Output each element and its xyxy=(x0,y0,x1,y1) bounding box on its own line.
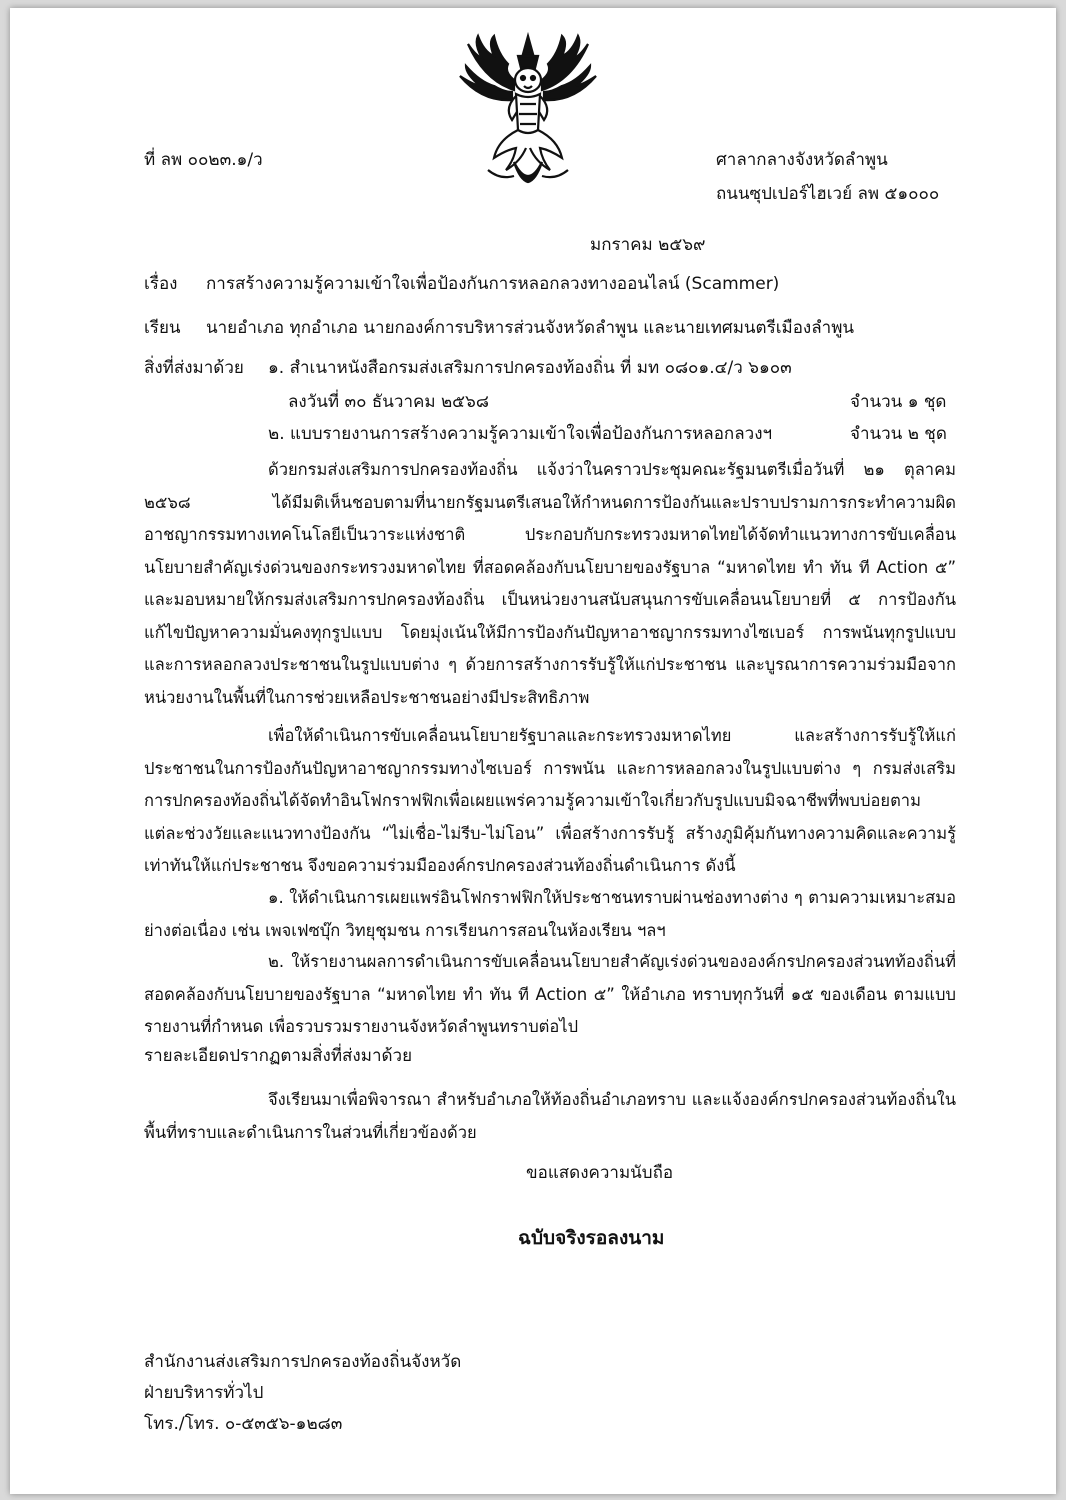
reference-number: ที่ ลพ ๐๐๒๓.๑/ว xyxy=(144,150,263,170)
closing-salutation: ขอแสดงความนับถือ xyxy=(526,1163,674,1183)
footer-phone: โทร./โทร. ๐-๕๓๕๖-๑๒๘๓ xyxy=(144,1414,343,1434)
enclosure-item-1: ๑. สำเนาหนังสือกรมส่งเสริมการปกครองท้องถิ่น ที่ มท ๐๘๐๑.๔/ว ๖๑๐๓ xyxy=(268,358,792,378)
recipient-label: เรียน xyxy=(144,318,181,338)
office-address: ถนนซุปเปอร์ไฮเวย์ ลพ ๕๑๐๐๐ xyxy=(716,184,940,204)
body-paragraph-1 xyxy=(144,454,956,714)
subject-label: เรื่อง xyxy=(144,274,178,294)
enclosure-label: สิ่งที่ส่งมาด้วย xyxy=(144,358,244,378)
body-paragraph-1-text: ด้วยกรมส่งเสริมการปกครองท้องถิ่น แจ้งว่าในคราวประชุมคณะรัฐมนตรีเมื่อวันที่ ๒๑ ตุลาคม ๒๕๖๘ ได้มีมติเห็นชอบตามที่นายกรัฐมนตรีเสนอให้กำหนดการป้องกันและปราบปรามการกระทำความผิดอาชญากรรมทางเทคโนโลยีเป็นวาระแห่งชาติ ประกอบกับกระทรวงมหาดไทยได้จัดทำแนวทางการขับเคลื่อนนโยบายสำคัญเร่งด่วนของกระทรวงมหาดไทย ที่สอดคล้องกับนโยบายของรัฐบาล “มหาดไทย ทำ ทัน ที Action ๕” และมอบหมายให้กรมส่งเสริมการปกครองท้องถิ่น เป็นหน่วยงานสนับสนุนการขับเคลื่อนนโยบายที่ ๕ การป้องกันแก้ไขปัญหาความมั่นคงทุกรูปแบบ โดยมุ่งเน้นให้มีการป้องกันปัญหาอาชญากรรมทางไซเบอร์ การพนันทุกรูปแบบและการหลอกลวงประชาชนในรูปแบบต่าง ๆ ด้วยการสร้างการรับรู้ให้แก่ประชาชน และบูรณาการความร่วมมือจากหน่วยงานในพื้นที่ในการช่วยเหลือประชาชนอย่างมีประสิทธิภาพ xyxy=(144,460,956,707)
detail-note: รายละเอียดปรากฏตามสิ่งที่ส่งมาด้วย xyxy=(144,1046,413,1066)
body-paragraph-2 xyxy=(144,720,956,883)
subject-text: การสร้างความรู้ความเข้าใจเพื่อป้องกันการหลอกลวงทางออนไลน์ (Scammer) xyxy=(206,274,780,294)
document-date: มกราคม ๒๕๖๙ xyxy=(590,235,706,255)
action-item-1-text: ๑. ให้ดำเนินการเผยแพร่อินโฟกราฟฟิกให้ประชาชนทราบผ่านช่องทางต่าง ๆ ตามความเหมาะสมอย่างต่อเนื่อง เช่น เพจเฟซบุ๊ก วิทยุชุมชน การเรียนการสอนในห้องเรียน ฯลฯ xyxy=(144,888,956,940)
garuda-emblem-icon xyxy=(454,30,602,190)
action-item-1 xyxy=(144,882,956,947)
body-paragraph-2-text: เพื่อให้ดำเนินการขับเคลื่อนนโยบายรัฐบาลและกระทรวงมหาดไทย และสร้างการรับรู้ให้แก่ประชาชนในการป้องกันปัญหาอาชญากรรมทางไซเบอร์ การพนัน และการหลอกลวงในรูปแบบต่าง ๆ กรมส่งเสริมการปกครองท้องถิ่นได้จัดทำอินโฟกราฟฟิกเพื่อเผยแพร่ความรู้ความเข้าใจเกี่ยวกับรูปแบบมิจฉาชีพที่พบบ่อยตามแต่ละช่วงวัยและแนวทางป้องกัน “ไม่เชื่อ-ไม่รีบ-ไม่โอน” เพื่อสร้างการรับรู้ สร้างภูมิคุ้มกันทางความคิดและความรู้เท่าทันให้แก่ประชาชน จึงขอความร่วมมือองค์กรปกครองส่วนท้องถิ่นดำเนินการ ดังนี้ xyxy=(144,726,956,875)
closing-paragraph-text: จึงเรียนมาเพื่อพิจารณา สำหรับอำเภอให้ท้องถิ่นอำเภอทราบ และแจ้งองค์กรปกครองส่วนท้องถิ่นในพื้นที่ทราบและดำเนินการในส่วนที่เกี่ยวข้องด้วย xyxy=(144,1090,956,1142)
footer-department: ฝ่ายบริหารทั่วไป xyxy=(144,1383,264,1403)
document-page xyxy=(10,8,1056,1494)
office-name: ศาลากลางจังหวัดลำพูน xyxy=(716,150,888,170)
enclosure-item-2-quantity: จำนวน ๒ ชุด xyxy=(850,424,947,444)
action-item-2 xyxy=(144,946,956,1044)
action-item-2-text: ๒. ให้รายงานผลการดำเนินการขับเคลื่อนนโยบายสำคัญเร่งด่วนขององค์กรปกครองส่วนทท้องถิ่นที่สอดคล้องกับนโยบายของรัฐบาล “มหาดไทย ทำ ทัน ที Action ๕” ให้อำเภอ ทราบทุกวันที่ ๑๕ ของเดือน ตามแบบรายงานที่กำหนด เพื่อรวบรวมรายงานจังหวัดลำพูนทราบต่อไป xyxy=(144,952,956,1036)
enclosure-item-2: ๒. แบบรายงานการสร้างความรู้ความเข้าใจเพื่อป้องกันการหลอกลวงฯ xyxy=(268,424,773,444)
recipient-text: นายอำเภอ ทุกอำเภอ นายกองค์การบริหารส่วนจังหวัดลำพูน และนายเทศมนตรีเมืองลำพูน xyxy=(206,318,855,338)
enclosure-item-1-date: ลงวันที่ ๓๐ ธันวาคม ๒๕๖๘ xyxy=(288,392,489,412)
closing-paragraph xyxy=(144,1084,956,1149)
footer-office: สำนักงานส่งเสริมการปกครองท้องถิ่นจังหวัด xyxy=(144,1352,462,1372)
signature-placeholder: ฉบับจริงรอลงนาม xyxy=(518,1227,665,1249)
enclosure-item-1-quantity: จำนวน ๑ ชุด xyxy=(850,392,947,412)
